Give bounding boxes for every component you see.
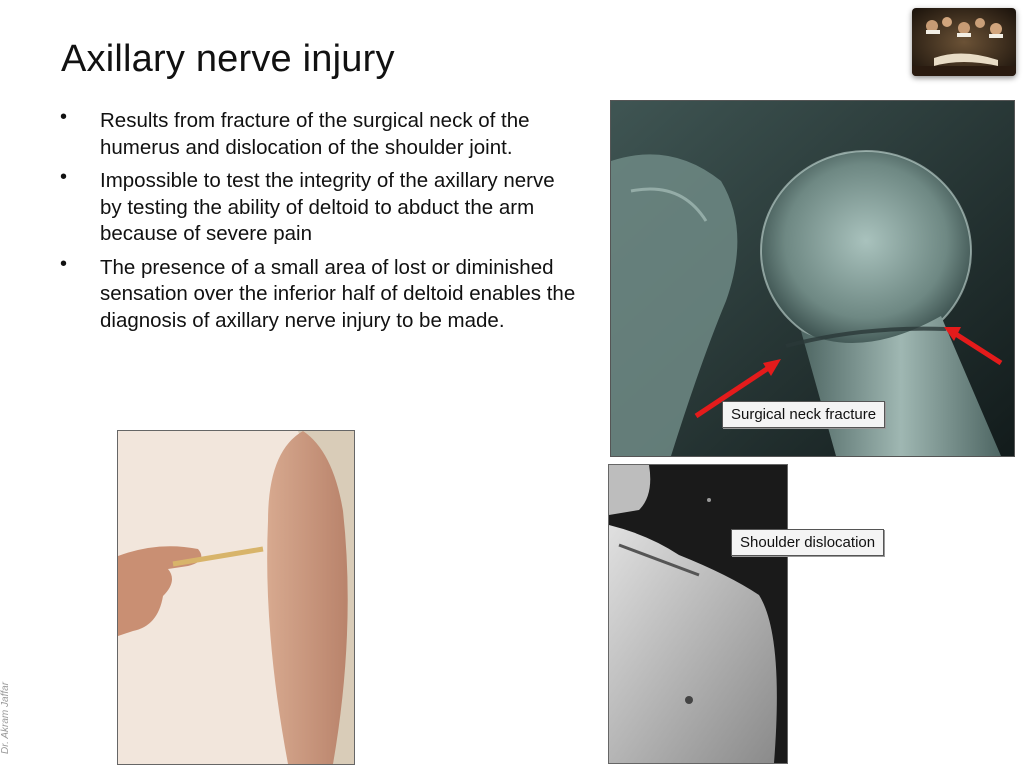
bullet-text: The presence of a small area of lost or diminished sensation over the inferior half of deltoid enables the diagnosis of axillary nerve injury to be made.	[100, 255, 576, 332]
bullet-item	[60, 168, 580, 248]
bullet-dot: •	[60, 166, 68, 188]
shoulder-dislocation-caption: Shoulder dislocation	[731, 529, 884, 556]
bullet-dot: •	[60, 106, 68, 128]
bullet-text: Results from fracture of the surgical neck of the humerus and dislocation of the shoulder joint.	[100, 109, 530, 159]
painting-image	[912, 8, 1016, 76]
anatomy-lesson-painting-thumbnail	[912, 8, 1016, 76]
chest-photo-graphic	[609, 465, 787, 763]
bullet-text: Impossible to test the integrity of the axillary nerve by testing the ability of deltoid to abduct the arm because of severe pain	[100, 169, 555, 245]
bullet-item	[60, 108, 580, 161]
surgical-neck-fracture-caption: Surgical neck fracture	[722, 401, 885, 428]
deltoid-sensation-test-photo	[117, 430, 355, 765]
shoulder-dislocation-photo	[608, 464, 788, 764]
author-credit: Dr. Akram Jaffar	[0, 681, 11, 754]
bullet-item	[60, 252, 580, 335]
bullet-dot: •	[60, 252, 68, 275]
bullet-list	[60, 108, 580, 341]
arm-photo-graphic	[118, 431, 354, 764]
slide-title: Axillary nerve injury	[61, 38, 395, 80]
